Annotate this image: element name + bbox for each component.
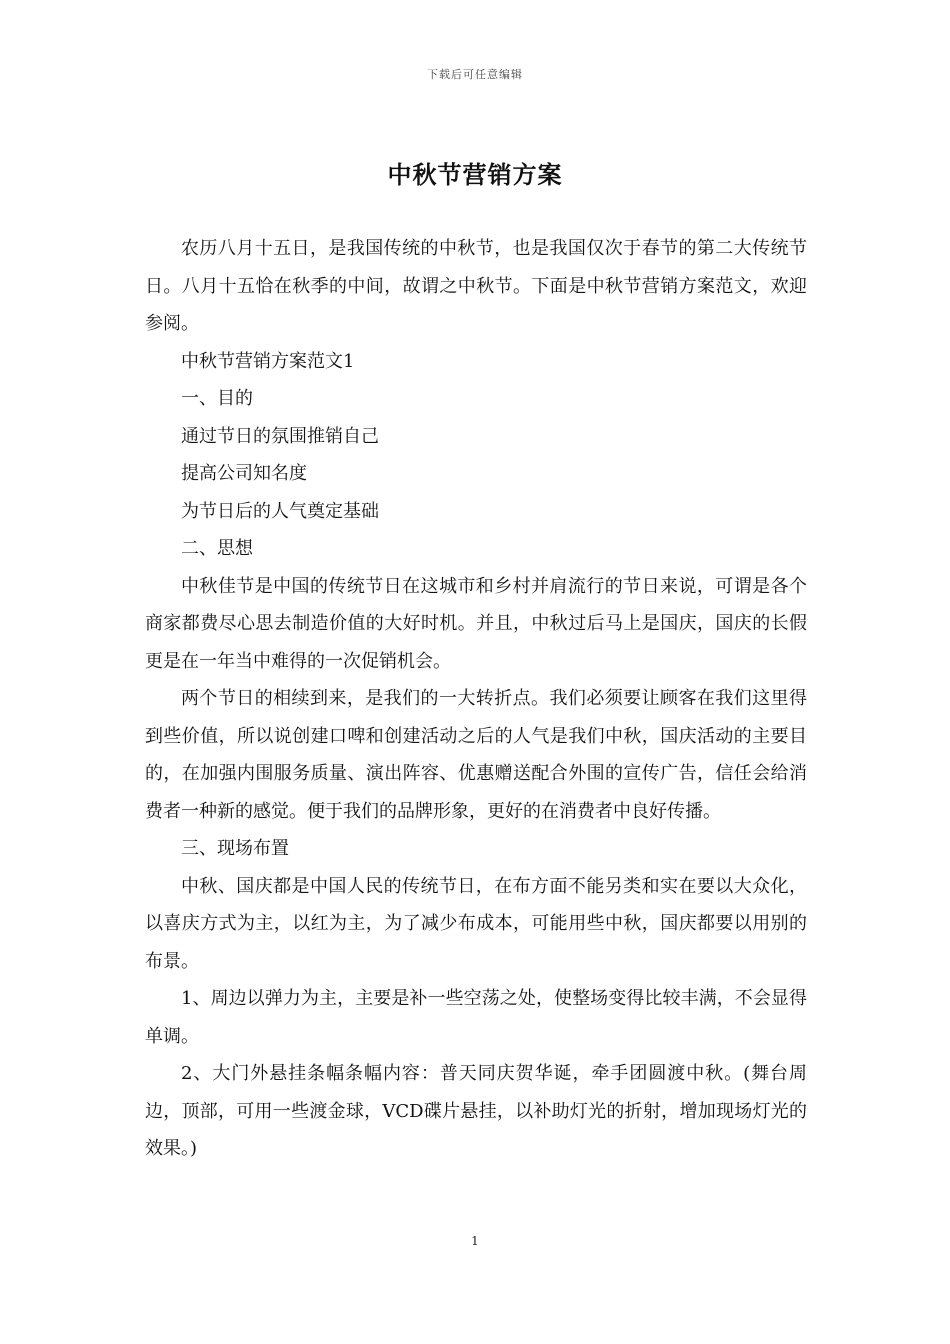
layout-item: 1、周边以弹力为主，主要是补一些空荡之处，使整场变得比较丰满，不会显得单调。 (145, 988, 807, 1047)
section-heading-sample: 中秋节营销方案范文1 (181, 350, 355, 372)
purpose-item: 通过节日的氛围推销自己 (181, 425, 379, 447)
section-heading-layout: 三、现场布置 (181, 838, 289, 859)
document-title: 中秋节营销方案 (387, 160, 563, 189)
layout-item: 2、大门外悬挂条幅条幅内容：普天同庆贺华诞，牵手团圆渡中秋。(舞台周边，顶部，可用一些渡金球，VCD碟片悬挂，以补助灯光的折射，增加现场灯光的效果。) (145, 1063, 807, 1159)
thought-paragraph: 两个节日的相续到来，是我们的一大转折点。我们必须要让顾客在我们这里得到些价值，所以说创建口啤和创建活动之后的人气是我们中秋，国庆活动的主要目的，在加强内围服务质量、演出阵容、优惠赠送配合外围的宣传广告，信任会给消费者一种新的感觉。便于我们的品牌形象，更好的在消费者中良好传播。 (145, 688, 807, 822)
layout-paragraph: 中秋、国庆都是中国人民的传统节日，在布方面不能另类和实在要以大众化，以喜庆方式为主，以红为主，为了减少布成本，可能用些中秋，国庆都要以用别的布景。 (145, 875, 807, 972)
section-heading-thought: 二、思想 (181, 538, 253, 559)
section-heading-purpose: 一、目的 (181, 388, 253, 409)
intro-paragraph: 农历八月十五日，是我国传统的中秋节，也是我国仅次于春节的第二大传统节日。八月十五恰在秋季的中间，故谓之中秋节。下面是中秋节营销方案范文，欢迎参阅。 (145, 238, 807, 334)
thought-paragraph: 中秋佳节是中国的传统节日在这城市和乡村并肩流行的节日来说，可谓是各个商家都费尽心思去制造价值的大好时机。并且，中秋过后马上是国庆，国庆的长假更是在一年当中难得的一次促销机会。 (145, 575, 807, 672)
purpose-item: 提高公司知名度 (181, 463, 307, 484)
purpose-item: 为节日后的人气奠定基础 (181, 500, 379, 522)
document-body (145, 230, 807, 1168)
page-number: 1 (471, 1234, 479, 1248)
page-header: 下载后可任意编辑 (427, 68, 523, 81)
